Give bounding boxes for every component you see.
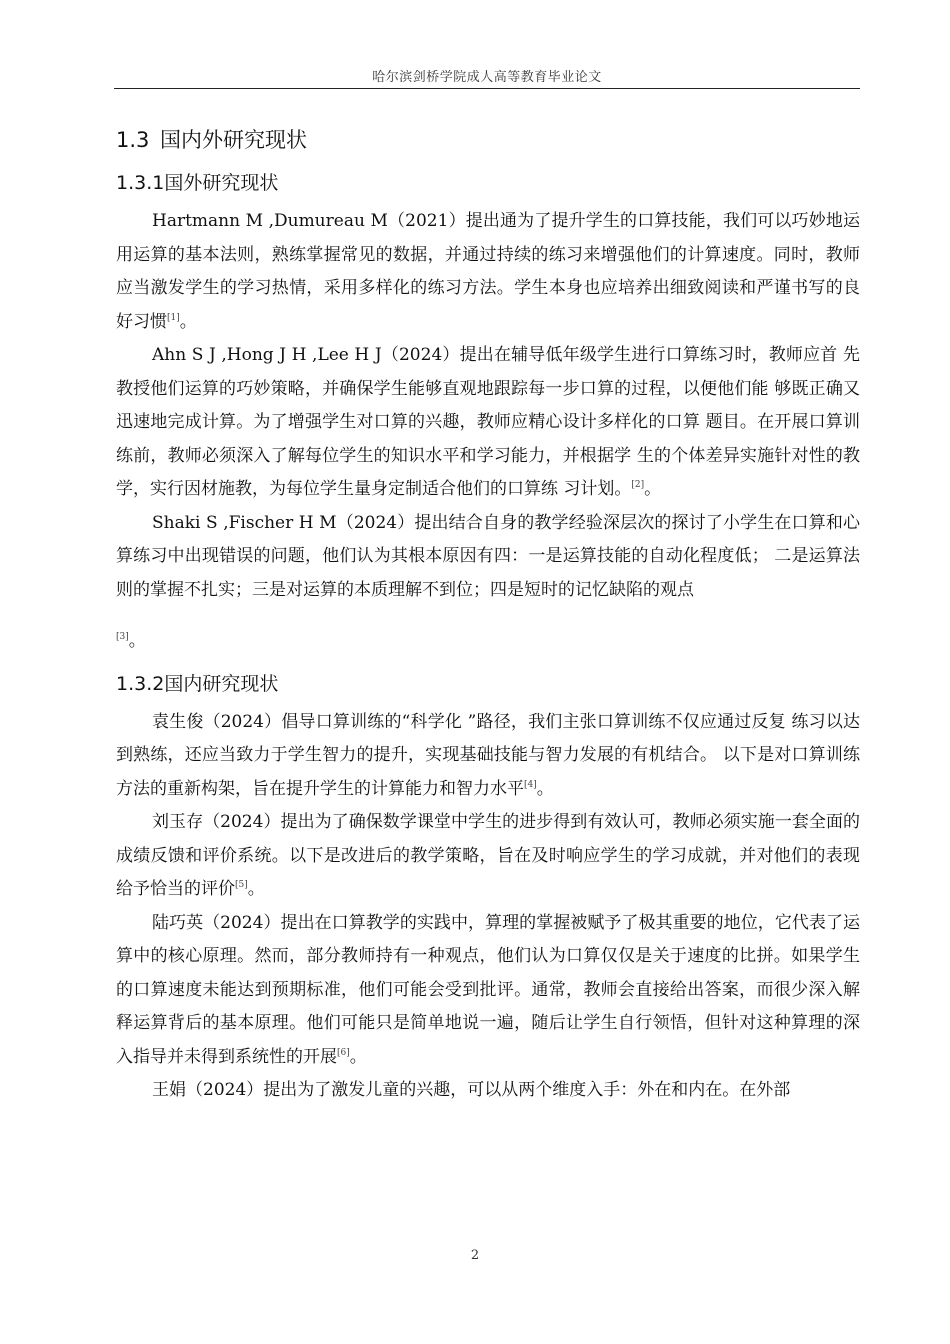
citation-5: [5] xyxy=(235,880,248,890)
subsection-title: 国外研究现状 xyxy=(164,172,279,194)
paragraph-lu: 陆巧英（2024）提出在口算教学的实践中，算理的掌握被赋予了极其重要的地位，它代表了运算中的核心原理。然而，部分教师持有一种观点，他们认为口算仅仅是关于速度的比拼。如果学生的口算速度未能达到预期标准，他们可能会受到批评。通常，教师会直接给出答案，而很少深入解释运算背后的基本原理。他们可能只是简单地说一遍，随后让学生自行领悟，但针对这种算理的深入指导并未得到系统性的开展[6]。 xyxy=(116,912,860,1067)
header-rule xyxy=(114,88,860,89)
paragraph-shaki: Shaki S ,Fischer H M（2024）提出结合自身的教学经验深层次的探讨了小学生在口算和心算练习中出现错误的问题，他们认为其根本原因有四：一是运算技能的自动化程度低； 二是运算法则的掌握不扎实；三是对运算的本质理解不到位；四是短时的记忆缺陷的观点 xyxy=(116,512,860,600)
section-title: 国内外研究现状 xyxy=(160,128,307,152)
section-number: 1.3 xyxy=(116,128,150,152)
subsection-title: 国内研究现状 xyxy=(164,672,279,695)
subsection-number: 1.3.2 xyxy=(116,672,165,695)
subsection-heading-foreign xyxy=(116,168,860,195)
citation-4: [4] xyxy=(524,779,537,790)
running-header: 哈尔滨剑桥学院成人高等教育毕业论文 xyxy=(372,70,602,85)
paragraph-ahn: Ahn S J ,Hong J H ,Lee H J（2024）提出在辅导低年级学生进行口算练习时，教师应首 先教授他们运算的巧妙策略，并确保学生能够直观地跟踪每一步口算的过程，以便他们能 够既正确又迅速地完成计算。为了增强学生对口算的兴趣，教师应精心设计多样化的口算 题目。在开展口算训练前，教师必须深入了解每位学生的知识水平和学习能力，并根据学 生的个体差异实施针对性的教学，实行因材施教，为每位学生量身定制适合他们的口算练 习计划。[2]。 xyxy=(116,345,860,499)
page-number: 2 xyxy=(470,1248,480,1263)
citation-2: [2] xyxy=(631,480,645,490)
citation-3: [3] xyxy=(116,632,129,642)
citation-6: [6] xyxy=(337,1047,350,1058)
section-heading xyxy=(116,124,860,154)
paragraph-liu: 刘玉存（2024）提出为了确保数学课堂中学生的进步得到有效认可，教师必须实施一套全面的成绩反馈和评价系统。以下是改进后的教学策略，旨在及时响应学生的学习成就，并对他们的表现给予恰当的评价[5]。 xyxy=(116,812,860,899)
citation-1: [1] xyxy=(167,312,180,323)
subsection-heading-domestic xyxy=(116,669,860,696)
paragraph-wang: 王娟（2024）提出为了激发儿童的兴趣，可以从两个维度入手：外在和内在。在外部 xyxy=(152,1080,791,1100)
paragraph-shaki-citation: [3]。 xyxy=(116,631,146,651)
paragraph-hartmann: Hartmann M ,Dumureau M（2021）提出通为了提升学生的口算技能，我们可以巧妙地运用运算的基本法则，熟练掌握常见的数据，并通过持续的练习来增强他们的计算速度。同时，教师应当激发学生的学习热情，采用多样化的练习方法。学生本身也应培养出细致阅读和严谨书写的良好习惯[1]。 xyxy=(116,211,860,332)
page-body xyxy=(116,118,860,1108)
paragraph-yuan: 袁生俊（2024）倡导口算训练的“科学化 ”路径，我们主张口算训练不仅应通过反复 练习以达到熟练，还应当致力于学生智力的提升，实现基础技能与智力发展的有机结合。 以下是对口算训练方法的重新构架，旨在提升学生的计算能力和智力水平[4]。 xyxy=(116,711,860,799)
subsection-number: 1.3.1 xyxy=(116,172,165,194)
